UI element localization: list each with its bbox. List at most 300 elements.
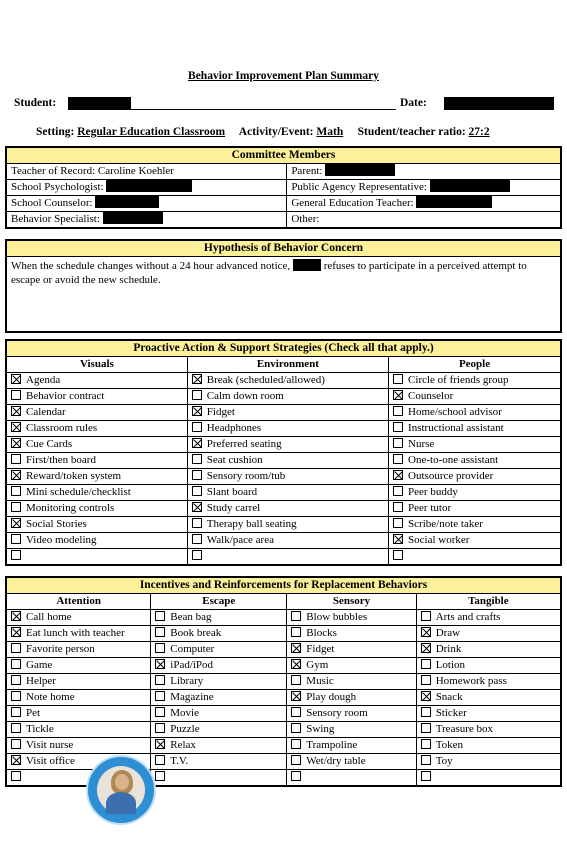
strategy-cell <box>187 485 388 501</box>
checkbox[interactable] <box>155 723 165 733</box>
redaction <box>95 196 159 208</box>
option-label: Book break <box>170 627 222 639</box>
strategy-cell <box>187 453 388 469</box>
table-row <box>7 501 560 517</box>
checkbox[interactable] <box>11 611 21 621</box>
checkbox[interactable] <box>393 438 403 448</box>
table-row <box>7 626 560 642</box>
table-row <box>7 690 560 706</box>
checkbox[interactable] <box>192 406 202 416</box>
gen-ed-teacher-label: General Education Teacher: <box>291 197 414 209</box>
option-label: Arts and crafts <box>435 611 501 623</box>
option-label: Helper <box>26 675 56 687</box>
incentive-cell <box>287 722 416 738</box>
incentive-cell <box>7 722 151 738</box>
checkbox[interactable] <box>11 675 21 685</box>
option-label: Break (scheduled/allowed) <box>206 374 325 386</box>
author-logo <box>86 755 156 825</box>
table-header-row <box>7 357 560 373</box>
option-label: Classroom rules <box>26 422 98 434</box>
incentive-cell <box>7 706 151 722</box>
hypothesis-text[interactable] <box>7 257 560 331</box>
checkbox[interactable] <box>421 755 431 765</box>
checkbox[interactable] <box>421 707 431 717</box>
option-label: Gym <box>306 659 329 671</box>
option-label: Treasure box <box>435 723 494 735</box>
option-label: Music <box>306 675 334 687</box>
checkbox[interactable] <box>11 486 21 496</box>
checkbox[interactable] <box>291 771 301 781</box>
table-header-row <box>7 594 560 610</box>
checkbox[interactable] <box>11 406 21 416</box>
option-label: Swing <box>306 723 335 735</box>
checkbox[interactable] <box>393 470 403 480</box>
committee-cell[interactable] <box>7 180 287 196</box>
option-label: T.V. <box>170 755 189 767</box>
strategy-cell <box>187 389 388 405</box>
incentive-cell <box>151 626 287 642</box>
option-label: Visit nurse <box>26 739 74 751</box>
hypothesis-header: Hypothesis of Behavior Concern <box>7 241 560 257</box>
strategy-cell <box>389 437 560 453</box>
option-label: Computer <box>170 643 215 655</box>
checkbox[interactable] <box>11 518 21 528</box>
option-label: Outsource provider <box>408 470 494 482</box>
option-label: Favorite person <box>26 643 95 655</box>
table-row <box>7 212 560 228</box>
option-label: Counselor <box>408 390 454 402</box>
behavior-specialist-label: Behavior Specialist: <box>11 213 100 225</box>
proactive-section <box>5 339 562 566</box>
table-row <box>7 373 560 389</box>
table-row <box>7 453 560 469</box>
option-label: Calendar <box>26 406 66 418</box>
option-label: Toy <box>435 755 453 767</box>
committee-cell[interactable] <box>287 164 560 180</box>
option-label: Trampoline <box>306 739 358 751</box>
checkbox[interactable] <box>291 691 301 701</box>
option-label: Headphones <box>206 422 262 434</box>
checkbox[interactable] <box>11 390 21 400</box>
checkbox[interactable] <box>192 534 202 544</box>
strategy-cell <box>389 421 560 437</box>
setting-line <box>36 126 490 138</box>
strategy-cell <box>389 517 560 533</box>
checkbox[interactable] <box>393 390 403 400</box>
incentive-cell <box>7 642 151 658</box>
checkbox[interactable] <box>421 691 431 701</box>
incentive-cell <box>287 754 416 770</box>
incentive-cell <box>416 770 560 786</box>
redaction <box>106 180 192 192</box>
redaction <box>416 196 492 208</box>
option-label: First/then board <box>26 454 96 466</box>
checkbox[interactable] <box>192 438 202 448</box>
strategy-cell <box>389 533 560 549</box>
committee-section <box>5 146 562 229</box>
incentive-cell <box>416 642 560 658</box>
incentive-cell <box>287 658 416 674</box>
incentive-cell <box>287 706 416 722</box>
incentive-cell <box>151 706 287 722</box>
strategy-cell <box>187 373 388 389</box>
checkbox[interactable] <box>393 502 403 512</box>
strategy-cell <box>389 485 560 501</box>
checkbox[interactable] <box>11 438 21 448</box>
table-row <box>7 196 560 212</box>
incentive-cell <box>151 658 287 674</box>
option-label: Snack <box>435 691 463 703</box>
checkbox[interactable] <box>291 643 301 653</box>
incentive-cell <box>287 674 416 690</box>
ratio-value: 27:2 <box>468 126 490 138</box>
checkbox[interactable] <box>155 691 165 701</box>
option-label: Homework pass <box>435 675 507 687</box>
checkbox[interactable] <box>291 739 301 749</box>
option-label: Lotion <box>435 659 466 671</box>
incentive-cell <box>7 738 151 754</box>
col-header-escape: Escape <box>151 594 287 610</box>
incentive-cell <box>287 642 416 658</box>
table-row <box>7 437 560 453</box>
strategy-cell <box>389 389 560 405</box>
incentive-cell <box>151 738 287 754</box>
strategy-cell <box>389 373 560 389</box>
checkbox[interactable] <box>393 374 403 384</box>
hypothesis-section <box>5 239 562 333</box>
agency-rep-label: Public Agency Representative: <box>291 181 427 193</box>
table-row <box>7 722 560 738</box>
option-label: Instructional assistant <box>408 422 504 434</box>
committee-header: Committee Members <box>7 148 560 164</box>
option-label: Cue Cards <box>26 438 73 450</box>
strategy-cell <box>7 533 187 549</box>
table-row <box>7 610 560 626</box>
option-label: Puzzle <box>170 723 200 735</box>
table-row <box>7 674 560 690</box>
incentive-cell <box>416 610 560 626</box>
table-row <box>7 533 560 549</box>
option-label: Blow bubbles <box>306 611 368 623</box>
committee-cell[interactable] <box>287 180 560 196</box>
option-label: Movie <box>170 707 199 719</box>
setting-label: Setting: <box>36 126 75 138</box>
incentive-cell <box>287 610 416 626</box>
date-redaction <box>444 97 554 110</box>
option-label: Tickle <box>26 723 54 735</box>
checkbox[interactable] <box>155 755 165 765</box>
table-row <box>7 642 560 658</box>
option-label: Play dough <box>306 691 357 703</box>
option-label: Blocks <box>306 627 337 639</box>
checkbox[interactable] <box>393 518 403 528</box>
incentive-cell <box>287 770 416 786</box>
option-label: Social worker <box>408 534 470 546</box>
checkbox[interactable] <box>421 771 431 781</box>
logo-photo <box>97 766 145 814</box>
incentive-cell <box>416 706 560 722</box>
col-header-attention: Attention <box>7 594 151 610</box>
incentive-cell <box>416 738 560 754</box>
checkbox[interactable] <box>393 486 403 496</box>
checkbox[interactable] <box>192 390 202 400</box>
checkbox[interactable] <box>421 643 431 653</box>
col-header-tangible: Tangible <box>416 594 560 610</box>
counselor-label: School Counselor: <box>11 197 93 209</box>
incentives-body <box>7 610 560 786</box>
checkbox[interactable] <box>192 502 202 512</box>
option-label: Social Stories <box>26 518 87 530</box>
option-label: iPad/iPod <box>170 659 214 671</box>
parent-label: Parent: <box>291 165 323 177</box>
strategy-cell <box>187 405 388 421</box>
checkbox[interactable] <box>11 739 21 749</box>
setting-value: Regular Education Classroom <box>77 126 226 138</box>
logo-body <box>106 792 136 814</box>
incentive-cell <box>416 754 560 770</box>
table-row <box>7 485 560 501</box>
checkbox[interactable] <box>291 659 301 669</box>
incentive-cell <box>151 610 287 626</box>
option-label: Peer tutor <box>408 502 452 514</box>
incentive-cell <box>416 658 560 674</box>
option-label: Monitoring controls <box>26 502 115 514</box>
redaction <box>325 164 395 176</box>
strategy-cell <box>389 469 560 485</box>
option-label: Seat cushion <box>206 454 263 466</box>
option-label: Study carrel <box>206 502 261 514</box>
strategy-cell <box>7 437 187 453</box>
option-label: Library <box>170 675 204 687</box>
checkbox[interactable] <box>11 627 21 637</box>
other-label: Other: <box>291 213 320 225</box>
checkbox[interactable] <box>11 723 21 733</box>
checkbox[interactable] <box>11 771 21 781</box>
strategy-cell <box>7 373 187 389</box>
incentives-section <box>5 576 562 787</box>
committee-cell[interactable] <box>287 212 560 228</box>
committee-cell[interactable] <box>7 164 287 180</box>
incentive-cell <box>416 690 560 706</box>
checkbox[interactable] <box>421 675 431 685</box>
table-row <box>7 421 560 437</box>
checkbox[interactable] <box>393 454 403 464</box>
checkbox[interactable] <box>11 422 21 432</box>
option-label: Sensory room <box>306 707 368 719</box>
redaction <box>103 212 163 224</box>
option-label: Game <box>26 659 53 671</box>
incentive-cell <box>7 674 151 690</box>
student-name-redaction <box>293 259 321 271</box>
strategy-cell <box>7 517 187 533</box>
option-label: Wet/dry table <box>306 755 366 767</box>
checkbox[interactable] <box>11 707 21 717</box>
teacher-of-record: Teacher of Record: Caroline Koehler <box>11 165 174 177</box>
incentive-cell <box>151 690 287 706</box>
strategy-cell <box>389 405 560 421</box>
option-label: Bean bag <box>170 611 212 623</box>
checkbox[interactable] <box>11 534 21 544</box>
option-label: Home/school advisor <box>408 406 502 418</box>
strategy-cell <box>187 549 388 565</box>
option-label: Video modeling <box>26 534 97 546</box>
checkbox[interactable] <box>393 534 403 544</box>
table-row <box>7 517 560 533</box>
checkbox[interactable] <box>192 470 202 480</box>
checkbox[interactable] <box>11 470 21 480</box>
strategy-cell <box>187 421 388 437</box>
table-row <box>7 706 560 722</box>
date-label: Date: <box>400 97 427 109</box>
option-label: Circle of friends group <box>408 374 509 386</box>
option-label: Draw <box>435 627 461 639</box>
option-label: One-to-one assistant <box>408 454 499 466</box>
option-label: Eat lunch with teacher <box>26 627 125 639</box>
strategy-cell <box>7 549 187 565</box>
incentive-cell <box>151 770 287 786</box>
committee-table <box>7 164 560 227</box>
checkbox[interactable] <box>155 643 165 653</box>
incentive-cell <box>151 754 287 770</box>
strategy-cell <box>7 389 187 405</box>
option-label: Walk/pace area <box>206 534 274 546</box>
option-label: Behavior contract <box>26 390 105 402</box>
redaction <box>430 180 510 192</box>
checkbox[interactable] <box>393 550 403 560</box>
checkbox[interactable] <box>421 611 431 621</box>
incentive-cell <box>151 674 287 690</box>
strategy-cell <box>7 453 187 469</box>
checkbox[interactable] <box>421 739 431 749</box>
incentive-cell <box>151 642 287 658</box>
checkbox[interactable] <box>11 755 21 765</box>
student-label: Student: <box>14 97 57 109</box>
col-header-environment: Environment <box>187 357 388 373</box>
checkbox[interactable] <box>421 627 431 637</box>
option-label: Slant board <box>206 486 258 498</box>
option-label: Pet <box>26 707 41 719</box>
option-label: Visit office <box>26 755 75 767</box>
table-row <box>7 469 560 485</box>
checkbox[interactable] <box>393 422 403 432</box>
option-label: Peer buddy <box>408 486 458 498</box>
strategy-cell <box>187 517 388 533</box>
checkbox[interactable] <box>11 691 21 701</box>
checkbox[interactable] <box>291 627 301 637</box>
strategy-cell <box>187 469 388 485</box>
col-header-people: People <box>389 357 560 373</box>
option-label: Reward/token system <box>26 470 122 482</box>
checkbox[interactable] <box>155 771 165 781</box>
table-row <box>7 180 560 196</box>
col-header-sensory: Sensory <box>287 594 416 610</box>
checkbox[interactable] <box>11 374 21 384</box>
checkbox[interactable] <box>155 611 165 621</box>
option-label: Token <box>435 739 464 751</box>
option-label: Fidget <box>306 643 335 655</box>
checkbox[interactable] <box>192 518 202 528</box>
option-label: Sensory room/tub <box>206 470 286 482</box>
incentive-cell <box>7 690 151 706</box>
option-label: Mini schedule/checklist <box>26 486 131 498</box>
incentives-table <box>7 594 560 785</box>
col-header-visuals: Visuals <box>7 357 187 373</box>
option-label: Calm down room <box>206 390 284 402</box>
incentive-cell <box>287 626 416 642</box>
page-title: Behavior Improvement Plan Summary <box>188 70 379 82</box>
proactive-body <box>7 373 560 565</box>
checkbox[interactable] <box>155 675 165 685</box>
committee-cell[interactable] <box>287 196 560 212</box>
strategy-cell <box>7 405 187 421</box>
committee-cell[interactable] <box>7 212 287 228</box>
table-row <box>7 389 560 405</box>
committee-cell[interactable] <box>7 196 287 212</box>
strategy-cell <box>187 533 388 549</box>
incentive-cell <box>416 722 560 738</box>
proactive-table <box>7 357 560 564</box>
checkbox[interactable] <box>11 502 21 512</box>
checkbox[interactable] <box>155 739 165 749</box>
checkbox[interactable] <box>192 422 202 432</box>
student-name-redaction <box>68 97 131 110</box>
table-row <box>7 549 560 565</box>
option-label: Preferred seating <box>206 438 282 450</box>
checkbox[interactable] <box>192 454 202 464</box>
table-row <box>7 658 560 674</box>
checkbox[interactable] <box>393 406 403 416</box>
checkbox[interactable] <box>421 659 431 669</box>
checkbox[interactable] <box>421 723 431 733</box>
checkbox[interactable] <box>155 707 165 717</box>
checkbox[interactable] <box>291 611 301 621</box>
checkbox[interactable] <box>11 454 21 464</box>
hypothesis-text-end: refuses to participate in a perceived attempt to escape or avoid the new schedule. <box>11 260 527 286</box>
checkbox[interactable] <box>155 659 165 669</box>
strategy-cell <box>187 501 388 517</box>
checkbox[interactable] <box>291 707 301 717</box>
option-label: Fidget <box>206 406 235 418</box>
activity-value: Math <box>316 126 344 138</box>
strategy-cell <box>389 453 560 469</box>
incentive-cell <box>7 626 151 642</box>
checkbox[interactable] <box>192 486 202 496</box>
checkbox[interactable] <box>11 643 21 653</box>
student-underline[interactable] <box>131 109 396 110</box>
strategy-cell <box>389 549 560 565</box>
checkbox[interactable] <box>11 659 21 669</box>
strategy-cell <box>7 421 187 437</box>
option-label: Call home <box>26 611 72 623</box>
checkbox[interactable] <box>11 550 21 560</box>
incentives-header: Incentives and Reinforcements for Replacement Behaviors <box>7 578 560 594</box>
checkbox[interactable] <box>155 627 165 637</box>
option-label: Nurse <box>408 438 435 450</box>
strategy-cell <box>7 469 187 485</box>
checkbox[interactable] <box>291 755 301 765</box>
checkbox[interactable] <box>291 723 301 733</box>
checkbox[interactable] <box>291 675 301 685</box>
table-row <box>7 164 560 180</box>
strategy-cell <box>187 437 388 453</box>
table-row <box>7 754 560 770</box>
table-row <box>7 405 560 421</box>
checkbox[interactable] <box>192 374 202 384</box>
option-label: Agenda <box>26 374 61 386</box>
option-label: Relax <box>170 739 196 751</box>
option-label: Sticker <box>435 707 467 719</box>
checkbox[interactable] <box>192 550 202 560</box>
